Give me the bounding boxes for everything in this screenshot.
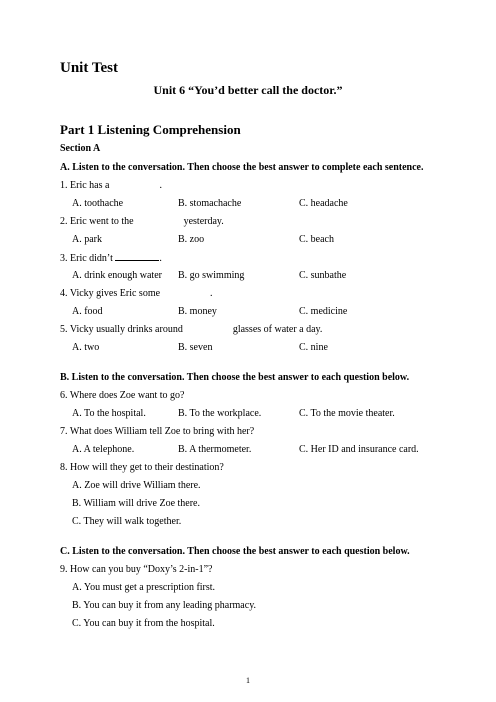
- question-3: [60, 249, 440, 267]
- question-3-tail: .: [159, 253, 162, 264]
- option-c: C. To the movie theater.: [299, 408, 395, 419]
- option-b: B. zoo: [178, 234, 205, 245]
- option-b: B. seven: [178, 342, 213, 353]
- question-2-stem: 2. Eric went to the: [60, 216, 134, 227]
- question-6: 6. Where does Zoe want to go?: [60, 390, 185, 401]
- option-c: C. headache: [299, 198, 348, 209]
- option-c: C. medicine: [299, 306, 348, 317]
- question-2-tail: yesterday.: [183, 216, 224, 227]
- question-2-options: [60, 231, 440, 249]
- option-c: C. beach: [299, 234, 334, 245]
- question-3-options: [60, 267, 440, 285]
- option-b: B. A thermometer.: [178, 444, 252, 455]
- option-c: C. Her ID and insurance card.: [299, 444, 419, 455]
- option-a: A. drink enough water: [72, 270, 162, 281]
- question-6-options: [60, 405, 440, 423]
- question-4-tail: .: [210, 288, 213, 299]
- answer-underline: [115, 249, 159, 261]
- question-5-stem: 5. Vicky usually drinks around: [60, 324, 183, 335]
- option-a: A. park: [72, 234, 102, 245]
- question-4-options: [60, 303, 440, 321]
- spacer: [60, 531, 440, 543]
- option-c: C. They will walk together.: [72, 516, 182, 527]
- option-a: A. You must get a prescription first.: [72, 582, 216, 593]
- option-c: C. nine: [299, 342, 328, 353]
- option-c: C. sunbathe: [299, 270, 347, 281]
- option-a: A. A telephone.: [72, 444, 135, 455]
- question-1-stem: 1. Eric has a: [60, 180, 110, 191]
- question-1: [60, 177, 440, 195]
- question-2: [60, 213, 440, 231]
- option-b: B. William will drive Zoe there.: [72, 498, 200, 509]
- option-a: A. toothache: [72, 198, 124, 209]
- question-5-tail: glasses of water a day.: [232, 324, 323, 335]
- option-b: B. To the workplace.: [178, 408, 262, 419]
- option-b: B. stomachache: [178, 198, 242, 209]
- question-9: 9. How can you buy “Doxy’s 2-in-1”?: [60, 564, 213, 575]
- unit-subtitle: Unit 6 “You’d better call the doctor.”: [153, 83, 343, 97]
- option-a: A. food: [72, 306, 103, 317]
- instruction-b: B. Listen to the conversation. Then choose the best answer to each question below.: [60, 372, 410, 383]
- option-b: B. You can buy it from any leading pharmacy.: [72, 600, 257, 611]
- page-title: Unit Test: [60, 60, 118, 76]
- question-8: 8. How will they get to their destination?: [60, 462, 224, 473]
- spacer: [60, 357, 440, 369]
- page-number: 1: [246, 676, 250, 685]
- question-7-options: [60, 441, 440, 459]
- question-7: 7. What does William tell Zoe to bring with her?: [60, 426, 255, 437]
- part-heading: Part 1 Listening Comprehension: [60, 122, 241, 137]
- question-content: [60, 159, 440, 633]
- question-4-stem: 4. Vicky gives Eric some: [60, 288, 161, 299]
- question-5: [60, 321, 440, 339]
- instruction-a: A. Listen to the conversation. Then choose the best answer to complete each sentence.: [60, 162, 424, 173]
- question-3-stem: 3. Eric didn’t: [60, 253, 113, 264]
- option-a: A. Zoe will drive William there.: [72, 480, 201, 491]
- option-b: B. money: [178, 306, 217, 317]
- section-heading: Section A: [60, 143, 101, 154]
- option-c: C. You can buy it from the hospital.: [72, 618, 215, 629]
- instruction-c: C. Listen to the conversation. Then choose the best answer to each question below.: [60, 546, 410, 557]
- question-5-options: [60, 339, 440, 357]
- option-a: A. To the hospital.: [72, 408, 146, 419]
- question-1-options: [60, 195, 440, 213]
- option-a: A. two: [72, 342, 100, 353]
- question-4: [60, 285, 440, 303]
- option-b: B. go swimming: [178, 270, 245, 281]
- question-1-tail: .: [159, 180, 162, 191]
